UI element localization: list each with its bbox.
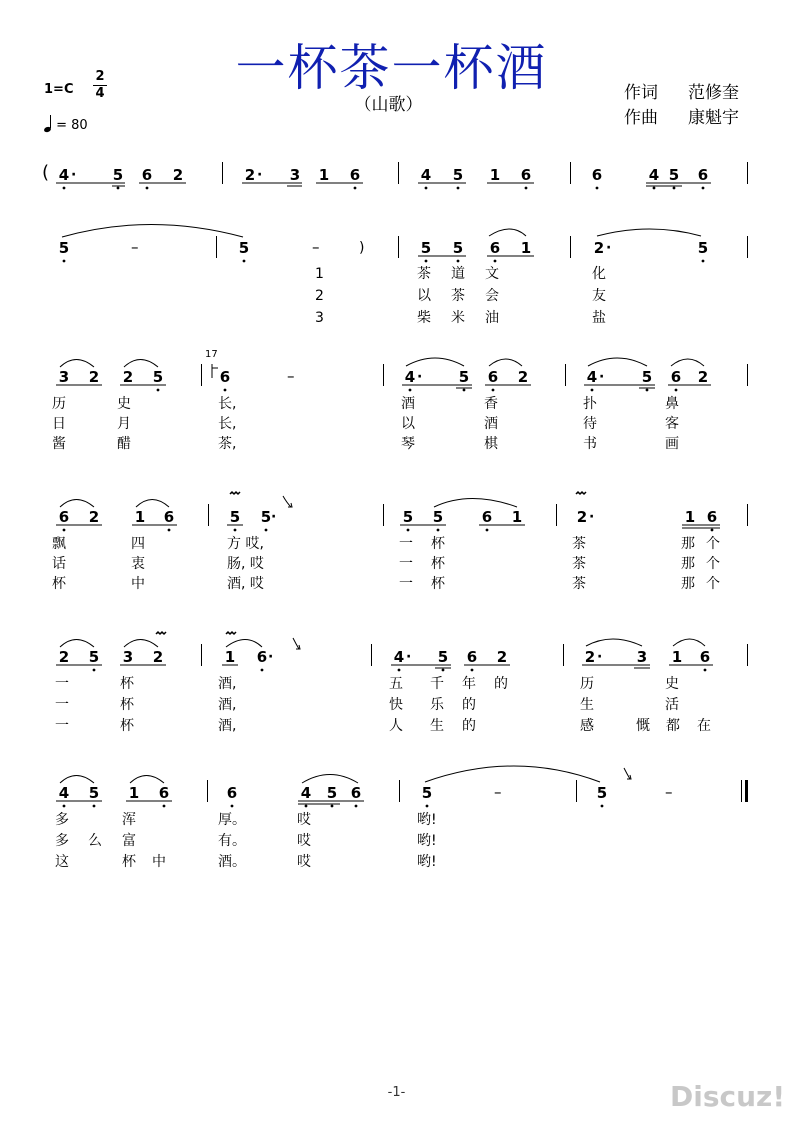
note: 1 — [511, 508, 523, 526]
lyric: 酒, — [218, 718, 237, 734]
repeat-paren-close: ) — [359, 240, 365, 256]
note: 6 — [697, 166, 709, 184]
dash-hold: – — [494, 783, 502, 801]
lyric: 乐 — [430, 697, 444, 713]
note: 2 — [584, 648, 596, 666]
dash-hold: – — [131, 238, 139, 256]
lyric: 香 — [484, 396, 498, 412]
note: 4 — [420, 166, 432, 184]
lyric: 画 — [665, 436, 679, 452]
lyric: 飘 — [52, 536, 66, 552]
note: 6 — [670, 368, 682, 386]
lyric: 酒 — [401, 396, 415, 412]
note: 2 — [172, 166, 184, 184]
lyric: 哟! — [417, 854, 437, 870]
note: 4 — [58, 784, 70, 802]
note: 6 — [58, 508, 70, 526]
lyric: 多 — [55, 812, 69, 828]
note: 6 — [349, 166, 361, 184]
lyric: 棋 — [484, 436, 498, 452]
lyric: 的 — [494, 676, 508, 692]
note: 5 — [452, 239, 464, 257]
lyric: 长, — [218, 416, 237, 432]
lyric: 方 哎, — [227, 536, 264, 552]
note: 3 — [58, 368, 70, 386]
page-number: -1- — [387, 1085, 406, 1100]
note: 1 — [520, 239, 532, 257]
lyric: 中 — [131, 576, 145, 592]
note: 5 — [402, 508, 414, 526]
lyric: 么 — [88, 833, 102, 849]
lyric: 以 — [401, 416, 415, 432]
note: 5 — [432, 508, 444, 526]
lyric: 油 — [485, 310, 499, 326]
note: 6 — [141, 166, 153, 184]
note: 1 — [128, 784, 140, 802]
lyric: 客 — [665, 416, 679, 432]
lyric: 那 — [681, 576, 695, 592]
note: 5 — [420, 239, 432, 257]
lyric: 文 — [485, 266, 499, 282]
lyric: 书 — [583, 436, 597, 452]
lyric: 道 — [451, 266, 465, 282]
dash-hold: – — [312, 238, 320, 256]
lyric: 四 — [131, 536, 145, 552]
note: 5 — [641, 368, 653, 386]
note: 2 — [593, 239, 605, 257]
lyric: 有。 — [218, 833, 246, 849]
lyric: 一 — [55, 718, 69, 734]
verse-number: 1 — [315, 266, 324, 282]
lyric: 中 — [152, 854, 166, 870]
note: 5 — [229, 508, 241, 526]
lyric: 扑 — [583, 396, 597, 412]
lyric: 以 — [417, 288, 431, 304]
lyric: 一 — [399, 536, 413, 552]
note: 2 — [122, 368, 134, 386]
lyric: 的 — [462, 718, 476, 734]
verse-number: 2 — [315, 288, 324, 304]
note: 2 — [517, 368, 529, 386]
note: 6 — [487, 368, 499, 386]
note: 1 — [318, 166, 330, 184]
note: 3 — [122, 648, 134, 666]
lyric: 哟! — [417, 812, 437, 828]
lyric: 这 — [55, 854, 69, 870]
lyric: 茶, — [218, 436, 237, 452]
lyric: 一 — [55, 697, 69, 713]
lyric: 都 — [666, 718, 680, 734]
lyric: 茶 — [572, 556, 586, 572]
note: 5 — [238, 239, 250, 257]
tempo-marking: = 80 — [44, 116, 88, 133]
lyric: 米 — [451, 310, 465, 326]
note: 4 — [58, 166, 70, 184]
grace-notes: 17 — [205, 349, 218, 360]
lyric: 友 — [592, 288, 606, 304]
lyric: 茶 — [417, 266, 431, 282]
note: 6 — [706, 508, 718, 526]
lyric: 感 — [580, 718, 594, 734]
note: 6 — [489, 239, 501, 257]
lyric: 杯 — [431, 536, 445, 552]
lyric: 酒, — [218, 697, 237, 713]
note: 6 — [350, 784, 362, 802]
lyric: 话 — [52, 556, 66, 572]
note: 6 — [163, 508, 175, 526]
note: 4 — [586, 368, 598, 386]
note: 4 — [648, 166, 660, 184]
lyric: 历 — [52, 396, 66, 412]
lyric: 生 — [430, 718, 444, 734]
note: 4 — [393, 648, 405, 666]
note: 1 — [671, 648, 683, 666]
note: 5 — [668, 166, 680, 184]
note: 5 — [458, 368, 470, 386]
lyric: 史 — [117, 396, 131, 412]
lyric: 日 — [52, 416, 66, 432]
lyric: 厚。 — [218, 812, 246, 828]
dash-hold: – — [665, 783, 673, 801]
lyric: 个 — [706, 556, 720, 572]
lyric: 长, — [218, 396, 237, 412]
lyric: 的 — [462, 697, 476, 713]
note: 6 — [226, 784, 238, 802]
lyric: 历 — [580, 676, 594, 692]
lyric: 那 — [681, 556, 695, 572]
lyric: 酒, 哎 — [227, 576, 264, 592]
note: 2 — [88, 368, 100, 386]
note: 3 — [636, 648, 648, 666]
note: 6 — [699, 648, 711, 666]
lyric: 慨 — [636, 718, 650, 734]
note: 3 — [289, 166, 301, 184]
lyric: 杯 — [431, 576, 445, 592]
lyric: 浑 — [122, 812, 136, 828]
verse-number: 3 — [315, 310, 324, 326]
note: 5 — [452, 166, 464, 184]
score-page: 一杯茶一杯酒 （山歌） 1=C 2 4 = 80 作词 范修奎 作曲 康魁宇 ( 4 · 5 6 2 2 · 3 1 6 4 5 1 6 6 4 5 6 5 – 5 – ) 5 5 6 1 2 · 5 3 2 2 5 6 – 4 · 5 6 2 4 · 5 6 2 6 2 1 6 5 5 · 5 5 6 1 2 · 1 6 2 5 3 2 1 6 · 4 · 5 6 2 2 · 3 1 6 4 5 1 6 6 4 5 6 5 – 5 – 17 1 2 3 茶 道 文 化 以 茶 会 友 柴 米 油 盐 历 史 长, 酒 香 扑 鼻 日 月 长, 以 酒 待 客 酱 醋 茶, 琴 棋 书 画 飘 四 方 哎, 一 杯 茶 那 个 话 衷 肠, 哎 一 杯 茶 那 个 杯 中 酒, 哎 一 杯 茶 那 个 一 杯 酒, 五 千 年 的 历 史 一 杯 酒, 快 乐 的 生 活 一 杯 酒, 人 生 的 感 慨 都 在 多 浑 厚。 哎 哟! 多 么 富 有。 哎 哟! 这 杯 中 酒。 哎 哟! -1- Discuz! — [0, 0, 793, 1122]
note: 5 — [326, 784, 338, 802]
note: 6 — [256, 648, 268, 666]
lyric: 生 — [580, 697, 594, 713]
note: 5 — [260, 508, 272, 526]
note: 2 — [58, 648, 70, 666]
note: 5 — [88, 784, 100, 802]
note: 2 — [576, 508, 588, 526]
lyric: 醋 — [117, 436, 131, 452]
lyric: 茶 — [572, 536, 586, 552]
lyric: 一 — [399, 556, 413, 572]
song-title: 一杯茶一杯酒 — [235, 39, 548, 97]
lyric: 杯 — [52, 576, 66, 592]
lyric: 在 — [697, 718, 711, 734]
note: 4 — [404, 368, 416, 386]
song-subtitle: （山歌） — [354, 95, 423, 115]
lyric: 哎 — [297, 854, 311, 870]
lyric: 哎 — [297, 812, 311, 828]
lyric: 肠, 哎 — [227, 556, 264, 572]
repeat-paren-open: ( — [42, 162, 50, 183]
lyric: 一 — [55, 676, 69, 692]
lyric: 哟! — [417, 833, 437, 849]
lyric: 茶 — [572, 576, 586, 592]
lyric: 杯 — [120, 676, 134, 692]
lyric: 一 — [399, 576, 413, 592]
note: 5 — [421, 784, 433, 802]
note: 1 — [224, 648, 236, 666]
lyric: 酒 — [484, 416, 498, 432]
lyric: 月 — [117, 416, 131, 432]
lyric: 人 — [389, 718, 403, 734]
lyric: 衷 — [131, 556, 145, 572]
lyric: 杯 — [122, 854, 136, 870]
lyric: 个 — [706, 576, 720, 592]
note: 5 — [697, 239, 709, 257]
note: 2 — [88, 508, 100, 526]
note: 1 — [134, 508, 146, 526]
lyric: 酒。 — [218, 854, 246, 870]
note: 1 — [684, 508, 696, 526]
note: 5 — [58, 239, 70, 257]
lyric: 化 — [592, 266, 606, 282]
lyric: 多 — [55, 833, 69, 849]
lyric: 杯 — [120, 697, 134, 713]
dot-extension: · — [71, 167, 77, 183]
lyric: 那 — [681, 536, 695, 552]
watermark-logo: Discuz! — [670, 1080, 786, 1113]
note: 5 — [437, 648, 449, 666]
note: 5 — [152, 368, 164, 386]
note: 6 — [591, 166, 603, 184]
note: 1 — [489, 166, 501, 184]
key-signature: 1=C — [44, 82, 74, 97]
lyric: 个 — [706, 536, 720, 552]
note: 6 — [219, 368, 231, 386]
composer-credit: 作曲 康魁宇 — [624, 108, 739, 128]
lyric: 杯 — [120, 718, 134, 734]
note: 2 — [496, 648, 508, 666]
note: 5 — [596, 784, 608, 802]
note: 6 — [466, 648, 478, 666]
lyric: 琴 — [401, 436, 415, 452]
lyric: 酱 — [52, 436, 66, 452]
lyric: 酒, — [218, 676, 237, 692]
lyric: 杯 — [431, 556, 445, 572]
lyric: 待 — [583, 416, 597, 432]
note: 5 — [88, 648, 100, 666]
lyric: 鼻 — [665, 396, 679, 412]
note: 2 — [152, 648, 164, 666]
lyric: 活 — [665, 697, 679, 713]
note: 2 — [244, 166, 256, 184]
lyric: 茶 — [451, 288, 465, 304]
lyricist-credit: 作词 范修奎 — [624, 83, 739, 103]
lyric: 盐 — [592, 310, 606, 326]
lyric: 五 — [389, 676, 403, 692]
note: 4 — [300, 784, 312, 802]
note: 5 — [112, 166, 124, 184]
lyric: 史 — [665, 676, 679, 692]
lyric: 千 — [430, 676, 444, 692]
lyric: 富 — [122, 833, 136, 849]
note: 2 — [697, 368, 709, 386]
lyric: 年 — [462, 676, 476, 692]
time-signature: 2 4 — [93, 70, 107, 101]
note: 6 — [481, 508, 493, 526]
lyric: 快 — [389, 697, 403, 713]
lyric: 会 — [485, 288, 499, 304]
dash-hold: – — [287, 367, 295, 385]
lyric: 柴 — [417, 310, 431, 326]
note: 6 — [158, 784, 170, 802]
lyric: 哎 — [297, 833, 311, 849]
note: 6 — [520, 166, 532, 184]
